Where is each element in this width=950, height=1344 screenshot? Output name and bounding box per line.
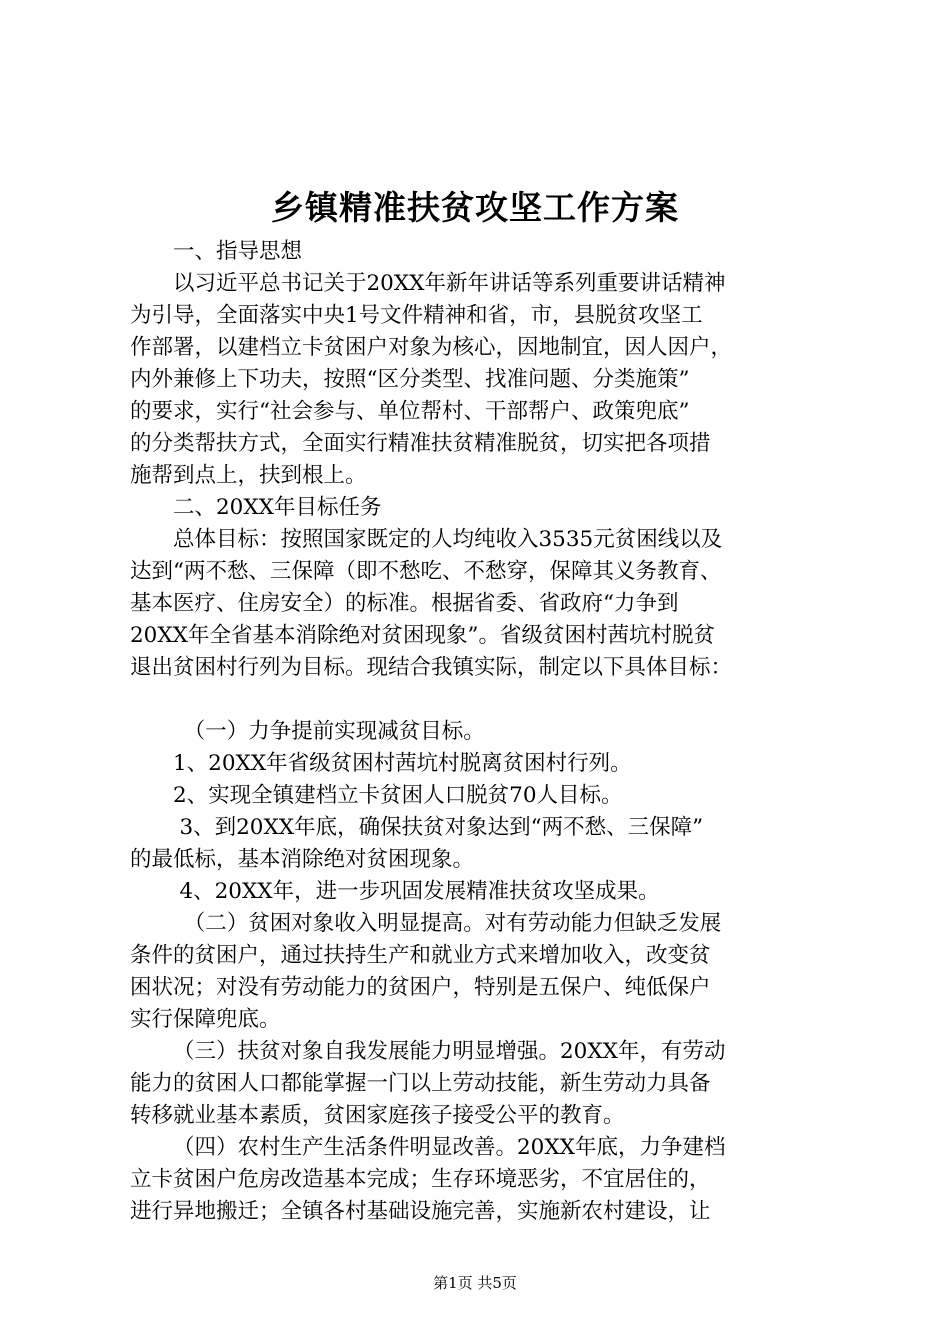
body-line: 达到“两不愁、三保障（即不愁吃、不愁穿，保障其义务教育、 xyxy=(130,559,722,584)
body-line: 条件的贫困户，通过扶持生产和就业方式来增加收入，改变贫 xyxy=(130,943,711,968)
page-footer: 第1页 共5页 xyxy=(433,1274,517,1292)
body-line: 4、20XX年，进一步巩固发展精准扶贫攻坚成果。 xyxy=(179,879,660,904)
body-line: 基本医疗、住房安全）的标准。根据省委、省政府“力争到 xyxy=(130,591,679,616)
body-line: 1、20XX年省级贫困村茜坑村脱离贫困村行列。 xyxy=(173,751,632,776)
body-line: 困状况；对没有劳动能力的贫困户，特别是五保户、纯低保户 xyxy=(130,975,711,1000)
body-line: 实行保障兜底。 xyxy=(130,1007,281,1032)
body-line: 退出贫困村行列为目标。现结合我镇实际，制定以下具体目标： xyxy=(130,655,733,680)
body-line: 总体目标：按照国家既定的人均纯收入3535元贫困线以及 xyxy=(173,527,723,552)
body-line: 2、实现全镇建档立卡贫困人口脱贫70人目标。 xyxy=(173,783,623,808)
body-line: 的最低标，基本消除绝对贫困现象。 xyxy=(130,847,475,872)
body-line: （一）力争提前实现减贫目标。 xyxy=(183,719,485,744)
blank-line xyxy=(130,684,825,716)
body-line: （四）农村生产生活条件明显改善。20XX年底，力争建档 xyxy=(173,1135,726,1160)
body-line: 二、20XX年目标任务 xyxy=(173,495,382,520)
body-line: （三）扶贫对象自我发展能力明显增强。20XX年，有劳动 xyxy=(173,1039,726,1064)
body-line: 的要求，实行“社会参与、单位帮村、干部帮户、政策兜底” xyxy=(130,399,690,424)
body-line: 内外兼修上下功夫，按照“区分类型、找准问题、分类施策” xyxy=(130,367,690,392)
body-line: 3、到20XX年底，确保扶贫对象达到“两不愁、三保障” xyxy=(179,815,704,840)
body-line: 施帮到点上，扶到根上。 xyxy=(130,463,367,488)
document-body xyxy=(130,236,825,1228)
body-line: 的分类帮扶方式，全面实行精准扶贫精准脱贫，切实把各项措 xyxy=(130,431,711,456)
body-line: （二）贫困对象收入明显提高。对有劳动能力但缺乏发展 xyxy=(183,911,722,936)
body-line: 20XX年全省基本消除绝对贫困现象”。省级贫困村茜坑村脱贫 xyxy=(130,623,715,648)
body-line: 转移就业基本素质，贫困家庭孩子接受公平的教育。 xyxy=(130,1103,625,1128)
body-line: 能力的贫困人口都能掌握一门以上劳动技能，新生劳动力具备 xyxy=(130,1071,711,1096)
body-line: 以习近平总书记关于20XX年新年讲话等系列重要讲话精神 xyxy=(173,271,726,296)
body-line: 一、指导思想 xyxy=(173,239,303,264)
body-line: 立卡贫困户危房改造基本完成；生存环境恶劣，不宜居住的， xyxy=(130,1167,711,1192)
body-line: 作部署，以建档立卡贫困户对象为核心，因地制宜，因人因户， xyxy=(130,335,733,360)
body-line: 为引导，全面落实中央1号文件精神和省，市，县脱贫攻坚工 xyxy=(130,303,703,328)
page-title: 乡镇精准扶贫攻坚工作方案 xyxy=(271,188,679,227)
body-line: 进行异地搬迁；全镇各村基础设施完善，实施新农村建设，让 xyxy=(130,1199,711,1224)
